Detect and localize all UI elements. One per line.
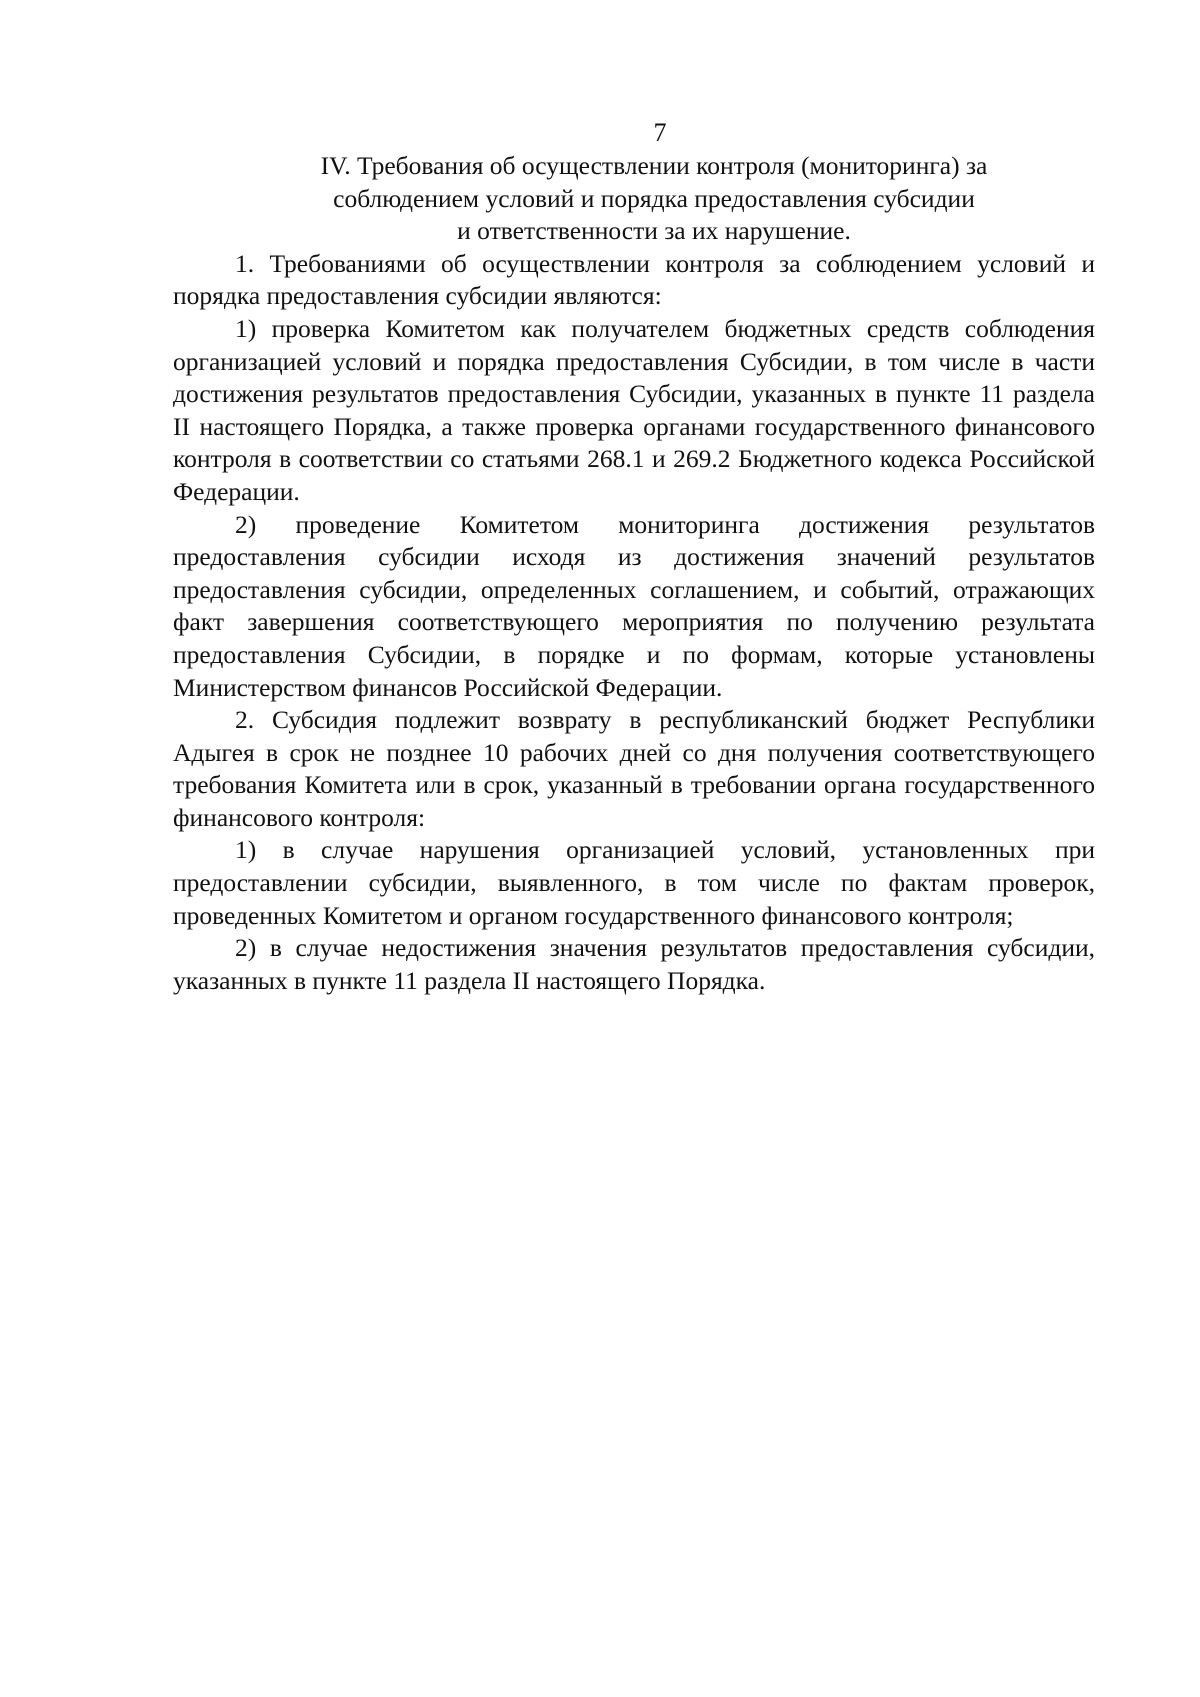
section-heading-line-3: и ответственности за их нарушение. <box>457 216 851 246</box>
page-number: 7 <box>653 118 667 147</box>
paragraph-return-case-1: 1) в случае нарушения организацией условий, установленных при предоставлении субсидии, выявленного, в том числе по фактам проверок, проведенных Комитетом и органом государственного финансового контроля; <box>173 835 1095 930</box>
section-heading-line-1: IV. Требования об осуществлении контроля (мониторинга) за <box>320 151 988 180</box>
section-heading-line-2: соблюдением условий и порядка предоставления субсидии <box>333 183 975 213</box>
paragraph-item-2-monitoring: 2) проведение Комитетом мониторинга достижения результатов предоставления субсидии исходя из достижения значений результатов предоставления субсидии, определенных соглашением, и событий, отражающих факт завершения соответствующего мероприятия по получению результата предоставления Субсидии, в порядке и по формам, которые установлены Министерством финансов Российской Федерации. <box>173 509 1095 702</box>
document-body <box>173 150 1095 997</box>
section-heading <box>173 150 1095 248</box>
paragraph-requirements-intro: 1. Требованиями об осуществлении контроля за соблюдением условий и порядка предоставления субсидии являются: <box>173 248 1095 311</box>
paragraph-subsidy-return: 2. Субсидия подлежит возврату в республиканский бюджет Республики Адыгея в срок не позднее 10 рабочих дней со дня получения соответствующего требования Комитета или в срок, указанный в требовании органа государственного финансового контроля: <box>173 705 1095 832</box>
paragraph-return-case-2: 2) в случае недостижения значения результатов предоставления субсидии, указанных в пункте 11 раздела II настоящего Порядка. <box>173 933 1095 995</box>
paragraph-item-1-check: 1) проверка Комитетом как получателем бюджетных средств соблюдения организацией условий и порядка предоставления Субсидии, в том числе в части достижения результатов предоставления Субсидии, указанных в пункте 11 раздела II настоящего Порядка, а также проверка органами государственного финансового контроля в соответствии со статьями 268.1 и 269.2 Бюджетного кодекса Российской Федерации. <box>173 313 1095 506</box>
